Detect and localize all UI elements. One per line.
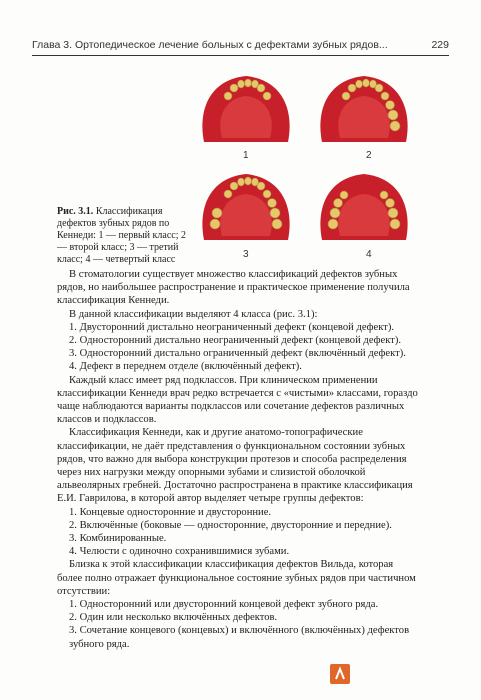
paragraph: В стоматологии существует множество классификаций дефектов зубных рядов, но наибольшее распространение и практическое применение получила классификация Кеннеди. [57,269,410,307]
paragraph: В данной классификации выделяют 4 класса (рис. 3.1): [69,308,318,320]
jaw-model-class-2 [316,72,412,148]
jaw-model-class-1 [198,72,294,148]
list-item: 1. Концевые односторонние и двусторонние. [69,506,272,518]
figure-label-1: 1 [243,150,249,161]
caption-text: Классификация дефектов зубных рядов по Кеннеди: 1 — первый класс; 2 — второй класс; 3 — третий класс; 4 — четвертый класс [57,206,186,265]
paragraph: Каждый класс имеет ряд подклассов. При клиническом применении классификации Кеннеди врач редко встречается с «чистыми» классами, гораздо чаще наблюдаются варианты подклассов или сочетание дефектов различных классов и подклассов. [57,374,418,426]
jaw-model-class-4 [316,170,412,246]
paragraph: Классификация Кеннеди, как и другие анатомо-топографические классификации, не даёт представления о функциональном состоянии зубных рядов, что важно для выбора конструкции протезов и способа распределения через них нагрузки между опорными зубами и слизистой оболочкой альвеолярных гребней. Достаточно распространена в практике классификация Е.И. Гаврилова, в которой автор выделяет четыре группы дефектов: [57,427,413,505]
jaw-model-class-3 [198,170,294,246]
list-item: 1. Односторонний или двусторонний концевой дефект зубного ряда. [69,599,379,611]
list-item: 2. Включённые (боковые — односторонние, двусторонние и передние). [69,519,392,531]
figure-label-3: 3 [243,249,249,260]
list-item: 1. Двусторонний дистально неограниченный дефект (концевой дефект). [69,321,395,333]
list-item: 2. Один или несколько включённых дефектов. [69,612,278,624]
chapter-title: Глава 3. Ортопедическое лечение больных с дефектами зубных рядов... [32,39,388,51]
figure-label-4: 4 [366,249,372,260]
publisher-logo-icon [330,664,350,684]
paragraph: Близка к этой классификации классификация дефектов Вильда, которая более полно отражает функциональное состояние зубных рядов при частичном отсутствии: [57,559,416,597]
list-item: 4. Челюсти с одиночно сохранившимися зубами. [69,546,290,558]
list-item: 3. Односторонний дистально ограниченный дефект (включённый дефект). [69,348,406,360]
list-item: 2. Односторонний дистально неограниченный дефект (концевой дефект). [69,335,402,347]
list-item: 3. Сочетание концевого (концевых) и включённого (включённых) дефектов зубного ряда. [69,625,410,650]
body-text [57,268,419,651]
list-item: 4. Дефект в переднем отделе (включённый дефект). [69,361,302,373]
caption-label: Рис. 3.1. [57,206,94,217]
running-header [32,37,449,56]
figure-label-2: 2 [366,150,372,161]
figure-caption [57,206,195,266]
page-number: 229 [431,39,449,51]
list-item: 3. Комбинированные. [69,533,167,545]
